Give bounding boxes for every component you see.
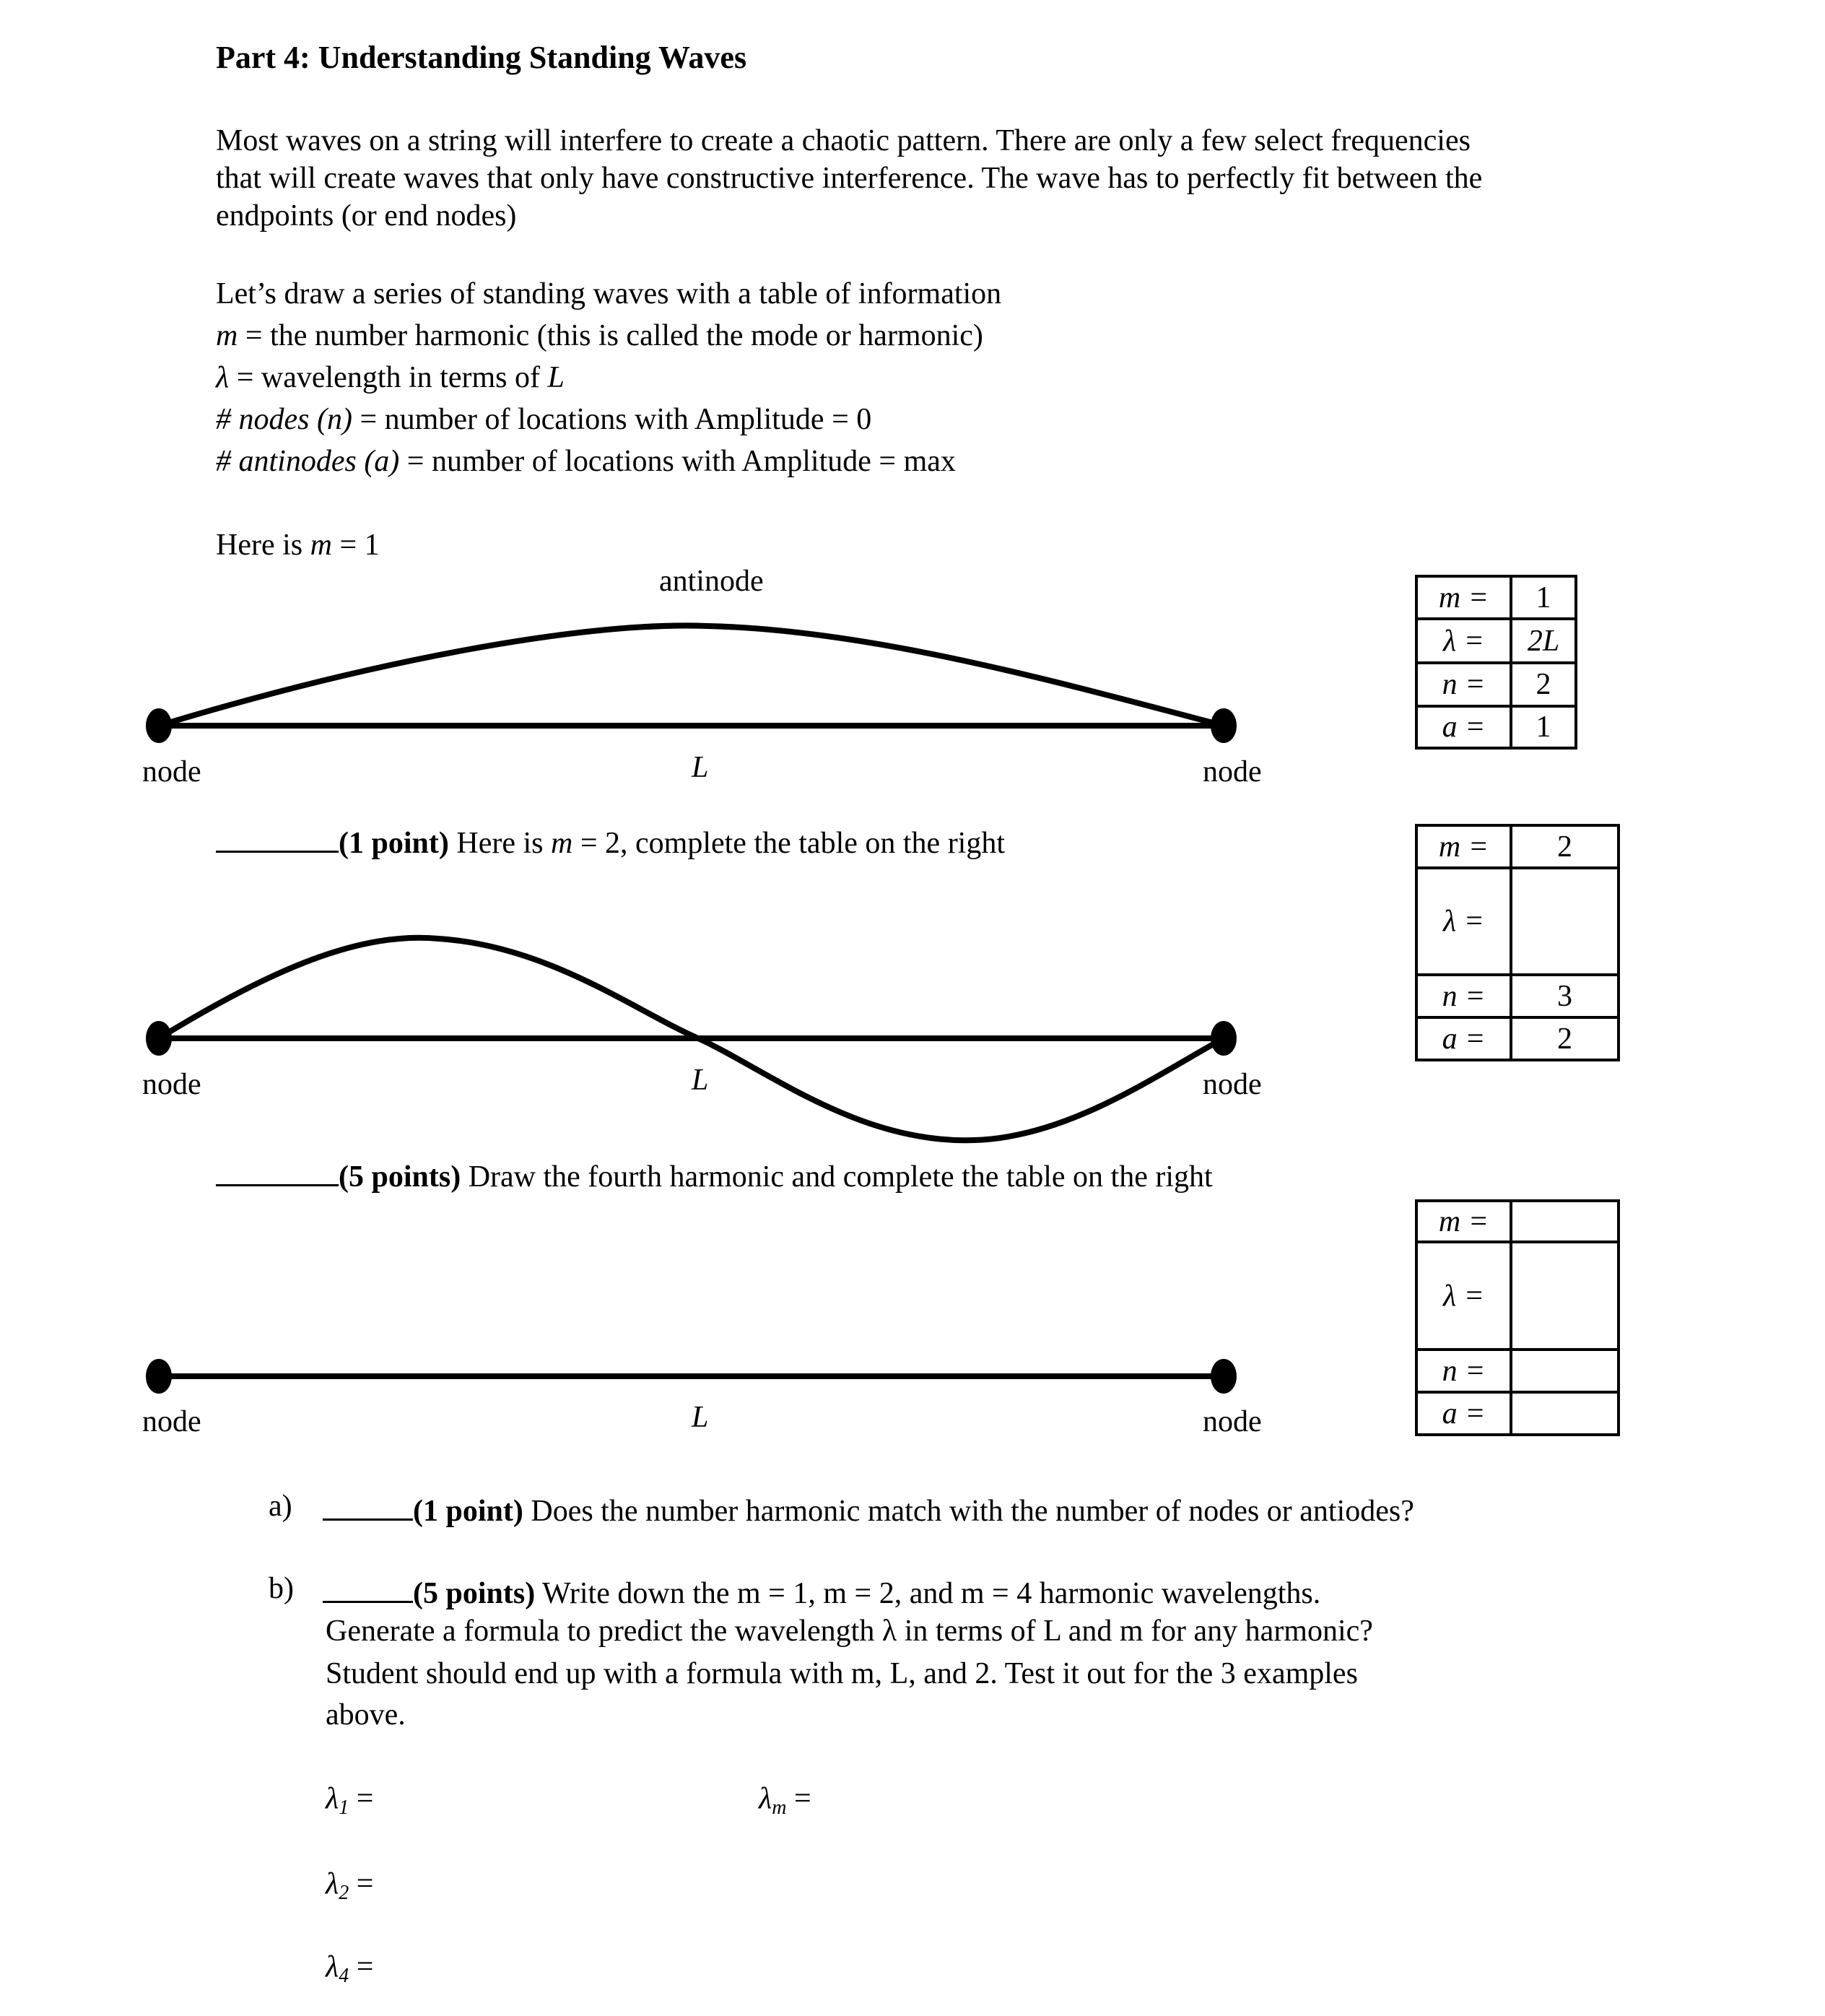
- key-n: n =: [1416, 663, 1511, 706]
- part2-text1: Here is: [448, 826, 551, 860]
- key-n: n =: [1416, 975, 1511, 1017]
- intro-line-3: endpoints (or end nodes): [216, 199, 517, 233]
- score-blank[interactable]: [216, 1157, 339, 1186]
- subscript: 4: [339, 1965, 349, 1987]
- lambda-m-answer[interactable]: [759, 1783, 811, 1818]
- key-m: m =: [1416, 576, 1511, 619]
- question-b-label: b): [269, 1572, 294, 1605]
- length-label-3: L: [692, 1401, 709, 1434]
- value-lambda: 2L: [1511, 619, 1576, 663]
- value-lambda-input[interactable]: [1511, 1242, 1619, 1350]
- table-m4: [1415, 1199, 1620, 1436]
- m-symbol: m: [216, 319, 238, 352]
- part1-suffix: = 1: [331, 529, 380, 562]
- part1-prefix: Here is: [216, 529, 310, 562]
- lambda-symbol: λ: [326, 1950, 339, 1984]
- score-blank[interactable]: [323, 1573, 413, 1603]
- question-b-line3: Student should end up with a formula with m, L, and 2. Test it out for the 3 examples: [326, 1657, 1358, 1690]
- value-n: 2: [1511, 663, 1576, 706]
- node-label-left-2: node: [142, 1068, 201, 1101]
- subscript: 2: [339, 1882, 349, 1904]
- lambda-1-answer[interactable]: [326, 1783, 373, 1818]
- lambda-symbol: λ: [216, 361, 230, 394]
- length-label-2: L: [692, 1064, 709, 1097]
- key-lambda: λ =: [1416, 619, 1511, 663]
- lambda-symbol: λ: [326, 1782, 339, 1815]
- lambda-symbol: λ: [759, 1782, 772, 1815]
- subscript: m: [772, 1796, 787, 1819]
- key-m: m =: [1416, 1201, 1511, 1242]
- question-b-line2: Generate a formula to predict the wavelength λ in terms of L and m for any harmonic?: [326, 1615, 1373, 1648]
- def-lambda-L: L: [547, 361, 565, 394]
- lambda-2-answer[interactable]: [326, 1869, 373, 1903]
- part3-points: (5 points): [339, 1160, 461, 1194]
- qb-points: (5 points): [413, 1576, 536, 1610]
- equals: =: [349, 1782, 374, 1815]
- qa-text: Does the number harmonic match with the number of nodes or antiodes?: [523, 1494, 1414, 1528]
- part2-text2: = 2, complete the table on the right: [572, 826, 1006, 860]
- node-label-left-3: node: [142, 1405, 201, 1438]
- lambda-symbol: λ: [326, 1867, 339, 1900]
- question-a: [323, 1491, 1414, 1526]
- node-dot-right-2: [1214, 1024, 1234, 1053]
- part2-m: m: [550, 826, 573, 860]
- key-m: m =: [1416, 825, 1511, 868]
- value-a: 2: [1511, 1017, 1619, 1060]
- value-m-input[interactable]: [1511, 1201, 1619, 1242]
- table-m2: [1415, 824, 1620, 1061]
- node-label-right-1: node: [1203, 755, 1262, 788]
- diagram-m2: [149, 938, 1234, 1141]
- node-label-right-2: node: [1203, 1068, 1262, 1101]
- node-dot-right-3: [1214, 1362, 1234, 1391]
- diagram-m1: [149, 625, 1234, 740]
- equals: =: [349, 1950, 374, 1984]
- diagram-m4: [149, 1362, 1234, 1391]
- node-dot-left-1: [149, 711, 169, 740]
- value-a-input[interactable]: [1511, 1392, 1619, 1435]
- value-a: 1: [1511, 706, 1576, 748]
- value-n-input[interactable]: [1511, 1350, 1619, 1392]
- key-a: a =: [1416, 706, 1511, 748]
- value-m: 2: [1511, 825, 1619, 868]
- antinodes-symbol: # antinodes (a): [216, 445, 400, 478]
- part2-heading: [216, 823, 1005, 859]
- part2-points: (1 point): [339, 826, 449, 860]
- question-b-line4: above.: [326, 1698, 406, 1732]
- antinode-label: antinode: [659, 565, 764, 598]
- equals: =: [349, 1867, 374, 1900]
- score-blank[interactable]: [216, 823, 339, 853]
- question-b-line1: [323, 1573, 1320, 1609]
- part3-heading: [216, 1157, 1213, 1192]
- part1-m: m: [310, 529, 332, 562]
- intro-line-1: Most waves on a string will interfere to create a chaotic pattern. There are only a few select frequencies: [216, 124, 1471, 157]
- node-dot-left-2: [149, 1024, 169, 1053]
- qb-line1: Write down the m = 1, m = 2, and m = 4 harmonic wavelengths.: [535, 1576, 1321, 1610]
- value-m: 1: [1511, 576, 1576, 619]
- def-antinodes-text: = number of locations with Amplitude = max: [399, 445, 956, 478]
- nodes-symbol: # nodes (n): [216, 403, 352, 436]
- part3-text: Draw the fourth harmonic and complete the table on the right: [461, 1160, 1213, 1194]
- value-lambda-input[interactable]: [1511, 868, 1619, 975]
- page-title: Part 4: Understanding Standing Waves: [216, 40, 747, 75]
- key-a: a =: [1416, 1392, 1511, 1435]
- def-lambda-text: = wavelength in terms of: [229, 361, 548, 394]
- key-lambda: λ =: [1416, 868, 1511, 975]
- value-n: 3: [1511, 975, 1619, 1017]
- node-label-right-3: node: [1203, 1405, 1262, 1438]
- table-m1: [1415, 575, 1577, 750]
- score-blank[interactable]: [323, 1491, 413, 1521]
- key-lambda: λ =: [1416, 1242, 1511, 1350]
- node-dot-left-3: [149, 1362, 169, 1391]
- equals: =: [786, 1782, 811, 1815]
- node-dot-right-1: [1214, 711, 1234, 740]
- intro-line-2: that will create waves that only have constructive interference. The wave has to perfectly fit between the: [216, 162, 1483, 195]
- def-nodes-text: = number of locations with Amplitude = 0: [352, 403, 872, 436]
- defs-lead: Let’s draw a series of standing waves with a table of information: [216, 277, 1002, 310]
- def-m-text: = the number harmonic (this is called the mode or harmonic): [238, 319, 983, 352]
- key-n: n =: [1416, 1350, 1511, 1392]
- key-a: a =: [1416, 1017, 1511, 1060]
- subscript: 1: [339, 1796, 349, 1819]
- question-a-label: a): [269, 1490, 292, 1523]
- lambda-4-answer[interactable]: [326, 1952, 373, 1986]
- length-label-1: L: [692, 751, 709, 784]
- node-label-left-1: node: [142, 755, 201, 788]
- qa-points: (1 point): [413, 1494, 523, 1528]
- wave-m1: [159, 625, 1224, 726]
